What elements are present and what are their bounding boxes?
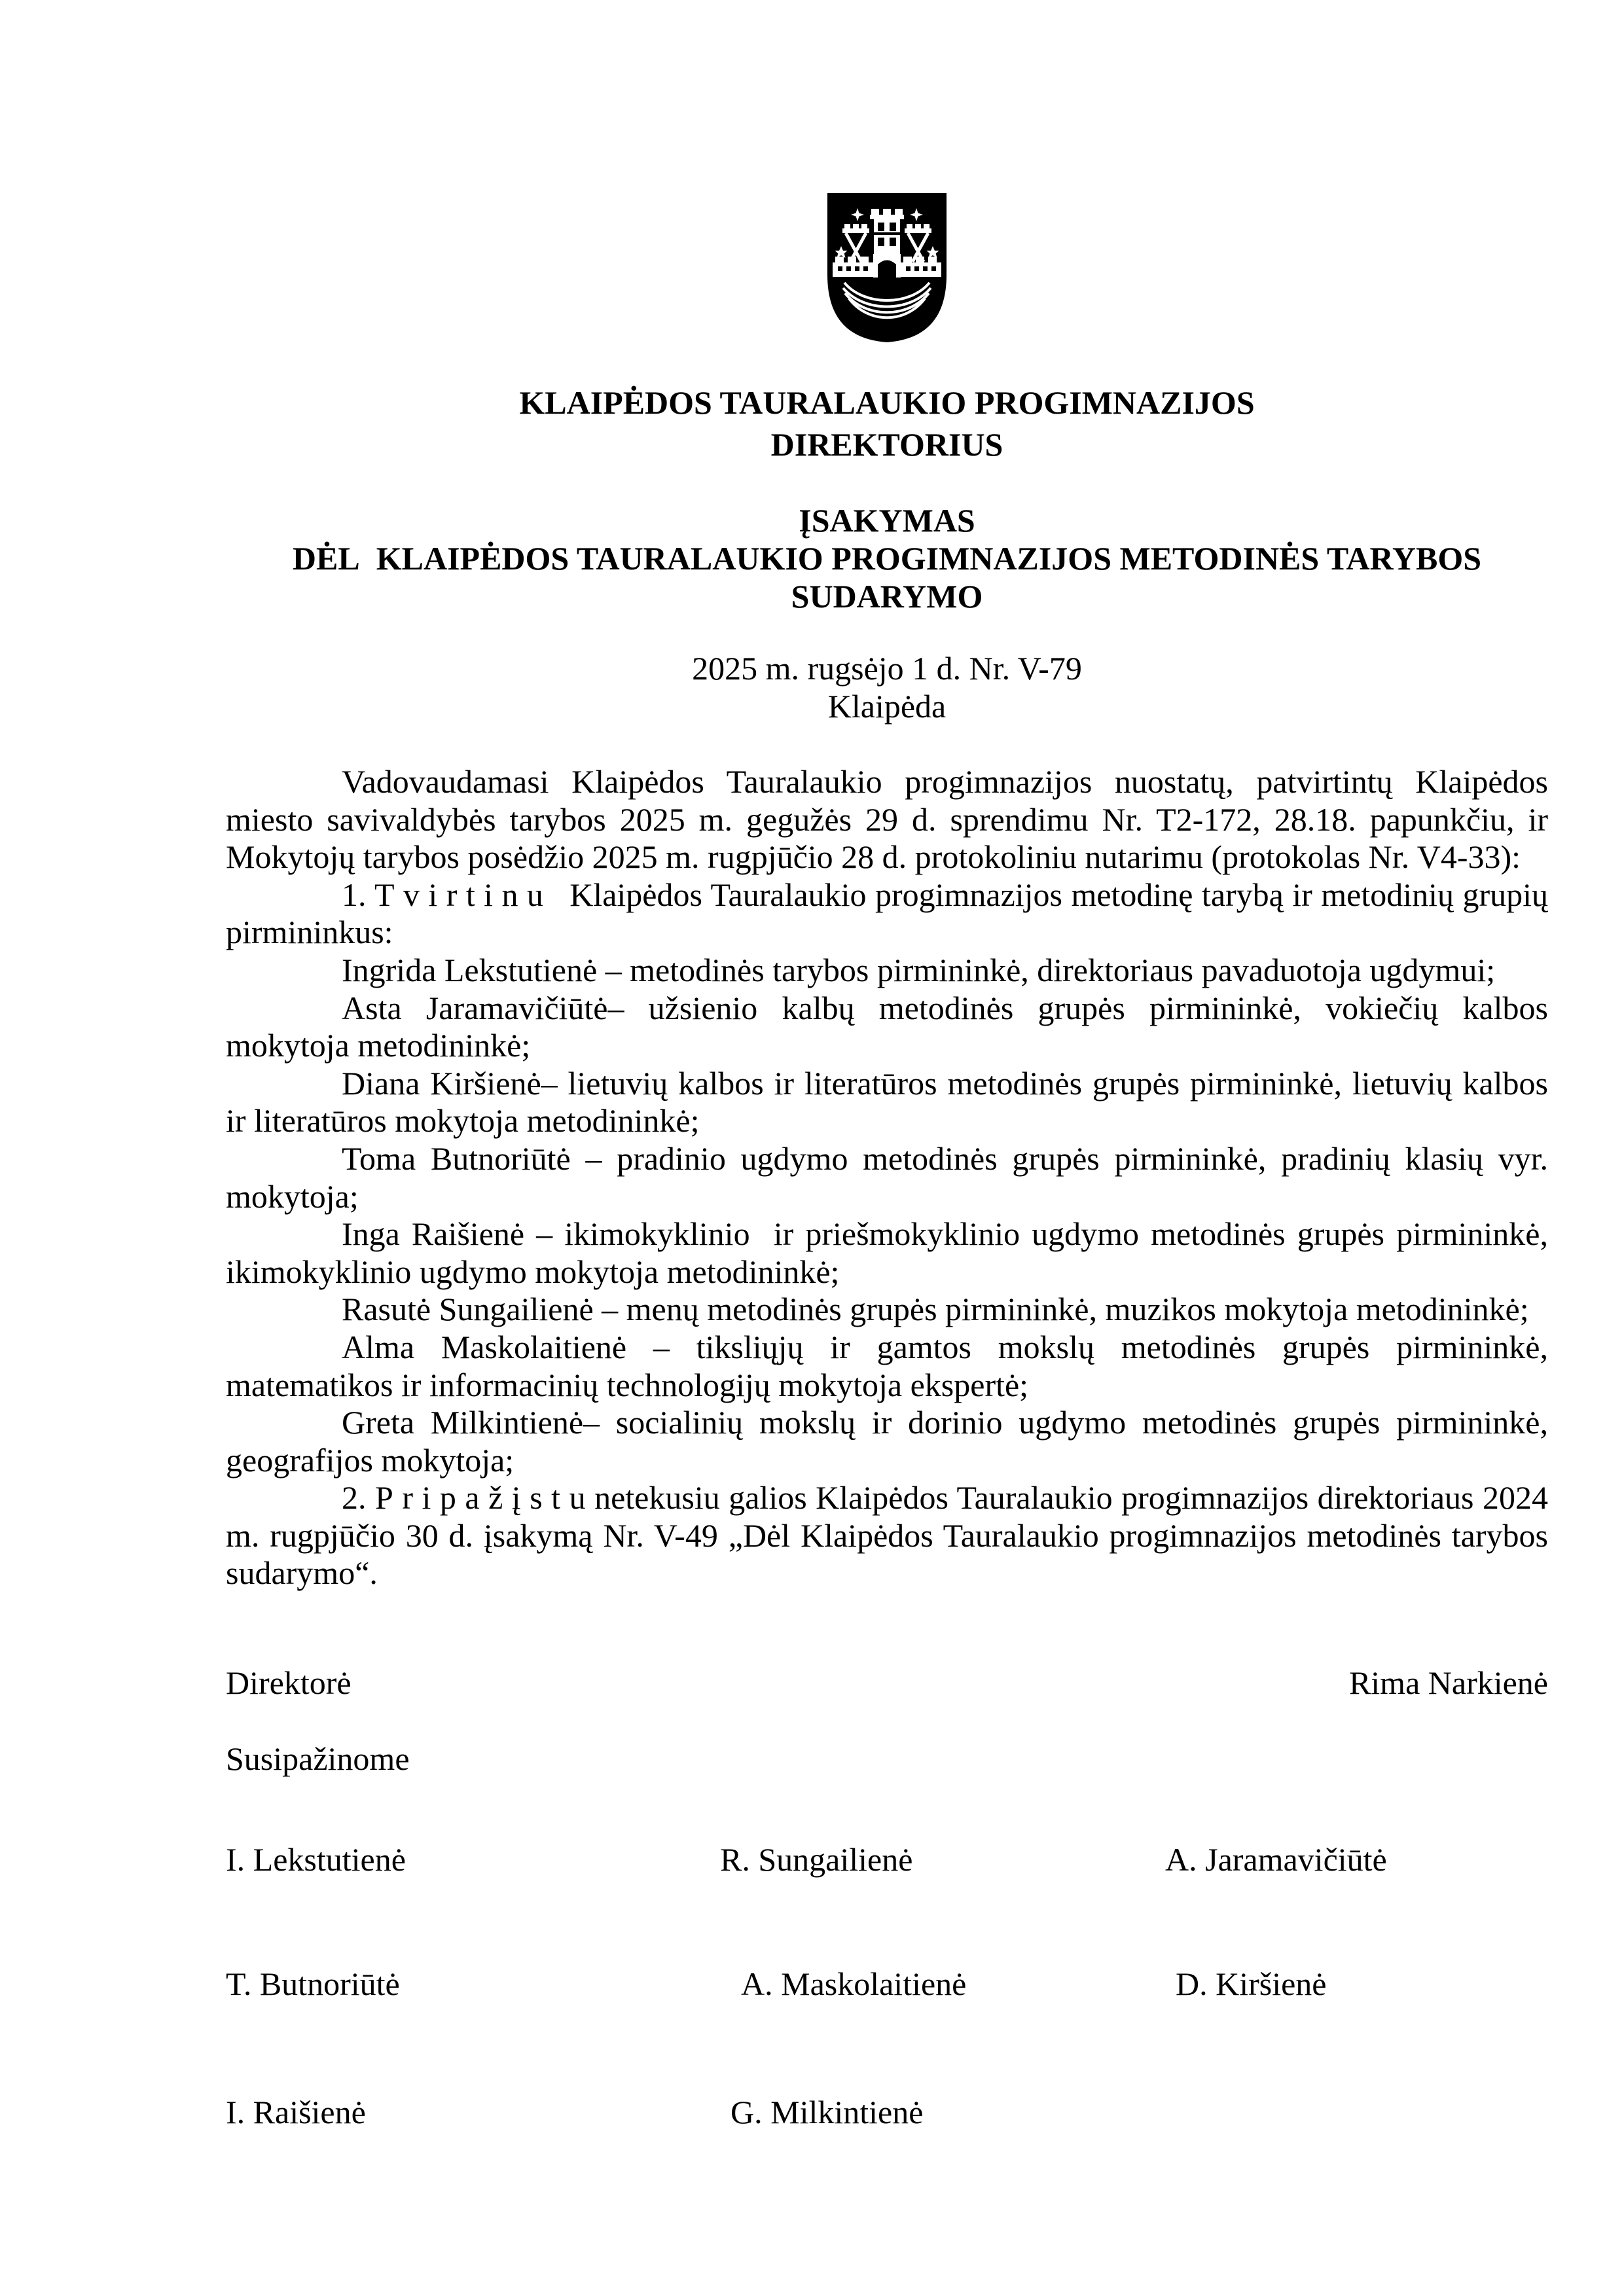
body-paragraph-member-1: Ingrida Lekstutienė – metodinės tarybos pirmininkė, direktoriaus pavaduotoja ugdymui; — [342, 951, 1496, 988]
signature-name-lekstutiene: I. Lekstutienė — [226, 1841, 406, 1878]
signature-row-1 — [226, 1840, 1548, 1880]
order-subject-heading-line1: DĖL KLAIPĖDOS TAURALAUKIO PROGIMNAZIJOS METODINĖS TARYBOS — [292, 540, 1482, 577]
body-paragraph-member-4: Toma Butnoriūtė – pradinio ugdymo metodinės grupės pirmininkė, pradinių klasių vyr. mokytoja; — [226, 1139, 1548, 1215]
body-paragraph-member-5: Inga Raišienė – ikimokyklinio ir priešmokyklinio ugdymo metodinės grupės pirmininkė, ikimokyklinio ugdymo mokytoja metodininkė; — [226, 1215, 1548, 1290]
signature-name-raisiene: I. Raišienė — [226, 2094, 366, 2130]
body-paragraph-member-8: Greta Milkintienė– socialinių mokslų ir dorinio ugdymo metodinės grupės pirmininkė, geografijos mokytoja; — [226, 1404, 1548, 1479]
date-number-line: 2025 m. rugsėjo 1 d. Nr. V-79 — [692, 650, 1082, 687]
letterhead-organization: KLAIPĖDOS TAURALAUKIO PROGIMNAZIJOS — [519, 384, 1255, 421]
body-paragraph-clause-1: 1. T v i r t i n u Klaipėdos Tauralaukio progimnazijos metodinę tarybą ir metodinių grupių pirmininkus: — [226, 876, 1548, 951]
klaipeda-coat-of-arms-icon — [825, 191, 949, 345]
signature-name-kirsiene: D. Kiršienė — [1176, 1965, 1327, 2002]
signoff-position-title: Direktorė — [226, 1664, 352, 1701]
body-paragraph-member-2: Asta Jaramavičiūtė– užsienio kalbų metodinės grupės pirmininkė, vokiečių kalbos mokytoja metodininkė; — [226, 989, 1548, 1064]
signature-name-sungailiene: R. Sungailienė — [720, 1841, 913, 1878]
signoff-row — [226, 1664, 1548, 1702]
order-title — [226, 501, 1548, 615]
order-subject-heading-line2: SUDARYMO — [791, 578, 983, 615]
body-paragraph-preamble: Vadovaudamasi Klaipėdos Tauralaukio progimnazijos nuostatų, patvirtintų Klaipėdos miesto savivaldybės tarybos 2025 m. gegužės 29 d. sprendimu Nr. T2-172, 28.18. papunkčiu, ir Mokytojų tarybos posėdžio 2025 m. rugpjūčio 28 d. protokoliniu nutarimu (protokolas Nr. V4-33): — [226, 763, 1548, 876]
letterhead-role: DIREKTORIUS — [770, 426, 1003, 463]
body-paragraph-clause-2: 2. P r i p a ž į s t u netekusiu galios Klaipėdos Tauralaukio progimnazijos direktoriaus 2024 m. rugpjūčio 30 d. įsakymą Nr. V-49 „Dėl Klaipėdos Tauralaukio progimnazijos metodinės tarybos sudarymo“. — [226, 1479, 1548, 1592]
letterhead — [226, 382, 1548, 465]
order-type-heading: ĮSAKYMAS — [799, 502, 975, 539]
acknowledgement-label: Susipažinome — [226, 1740, 410, 1777]
signature-row-3 — [226, 2093, 1548, 2132]
signature-name-milkintiene: G. Milkintienė — [731, 2094, 924, 2130]
order-body — [226, 763, 1548, 1592]
dateline — [226, 649, 1548, 725]
signature-name-jaramaviciute: A. Jaramavičiūtė — [1165, 1841, 1387, 1878]
signature-row-2 — [226, 1965, 1548, 2004]
signature-name-maskolaitiene: A. Maskolaitienė — [741, 1965, 967, 2002]
body-paragraph-member-7: Alma Maskolaitienė – tiksliųjų ir gamtos mokslų metodinės grupės pirmininkė, matematikos ir informacinių technologijų mokytoja ekspertė; — [226, 1328, 1548, 1403]
city-line: Klaipėda — [827, 688, 947, 725]
signoff-name: Rima Narkienė — [1348, 1664, 1548, 1701]
body-paragraph-member-6: Rasutė Sungailienė – menų metodinės grupės pirmininkė, muzikos mokytoja metodininkė; — [342, 1291, 1529, 1328]
body-paragraph-member-3: Diana Kiršienė– lietuvių kalbos ir literatūros metodinės grupės pirmininkė, lietuvių kalbos ir literatūros mokytoja metodininkė; — [226, 1064, 1548, 1139]
signature-name-butnoriute: T. Butnoriūtė — [226, 1965, 400, 2002]
